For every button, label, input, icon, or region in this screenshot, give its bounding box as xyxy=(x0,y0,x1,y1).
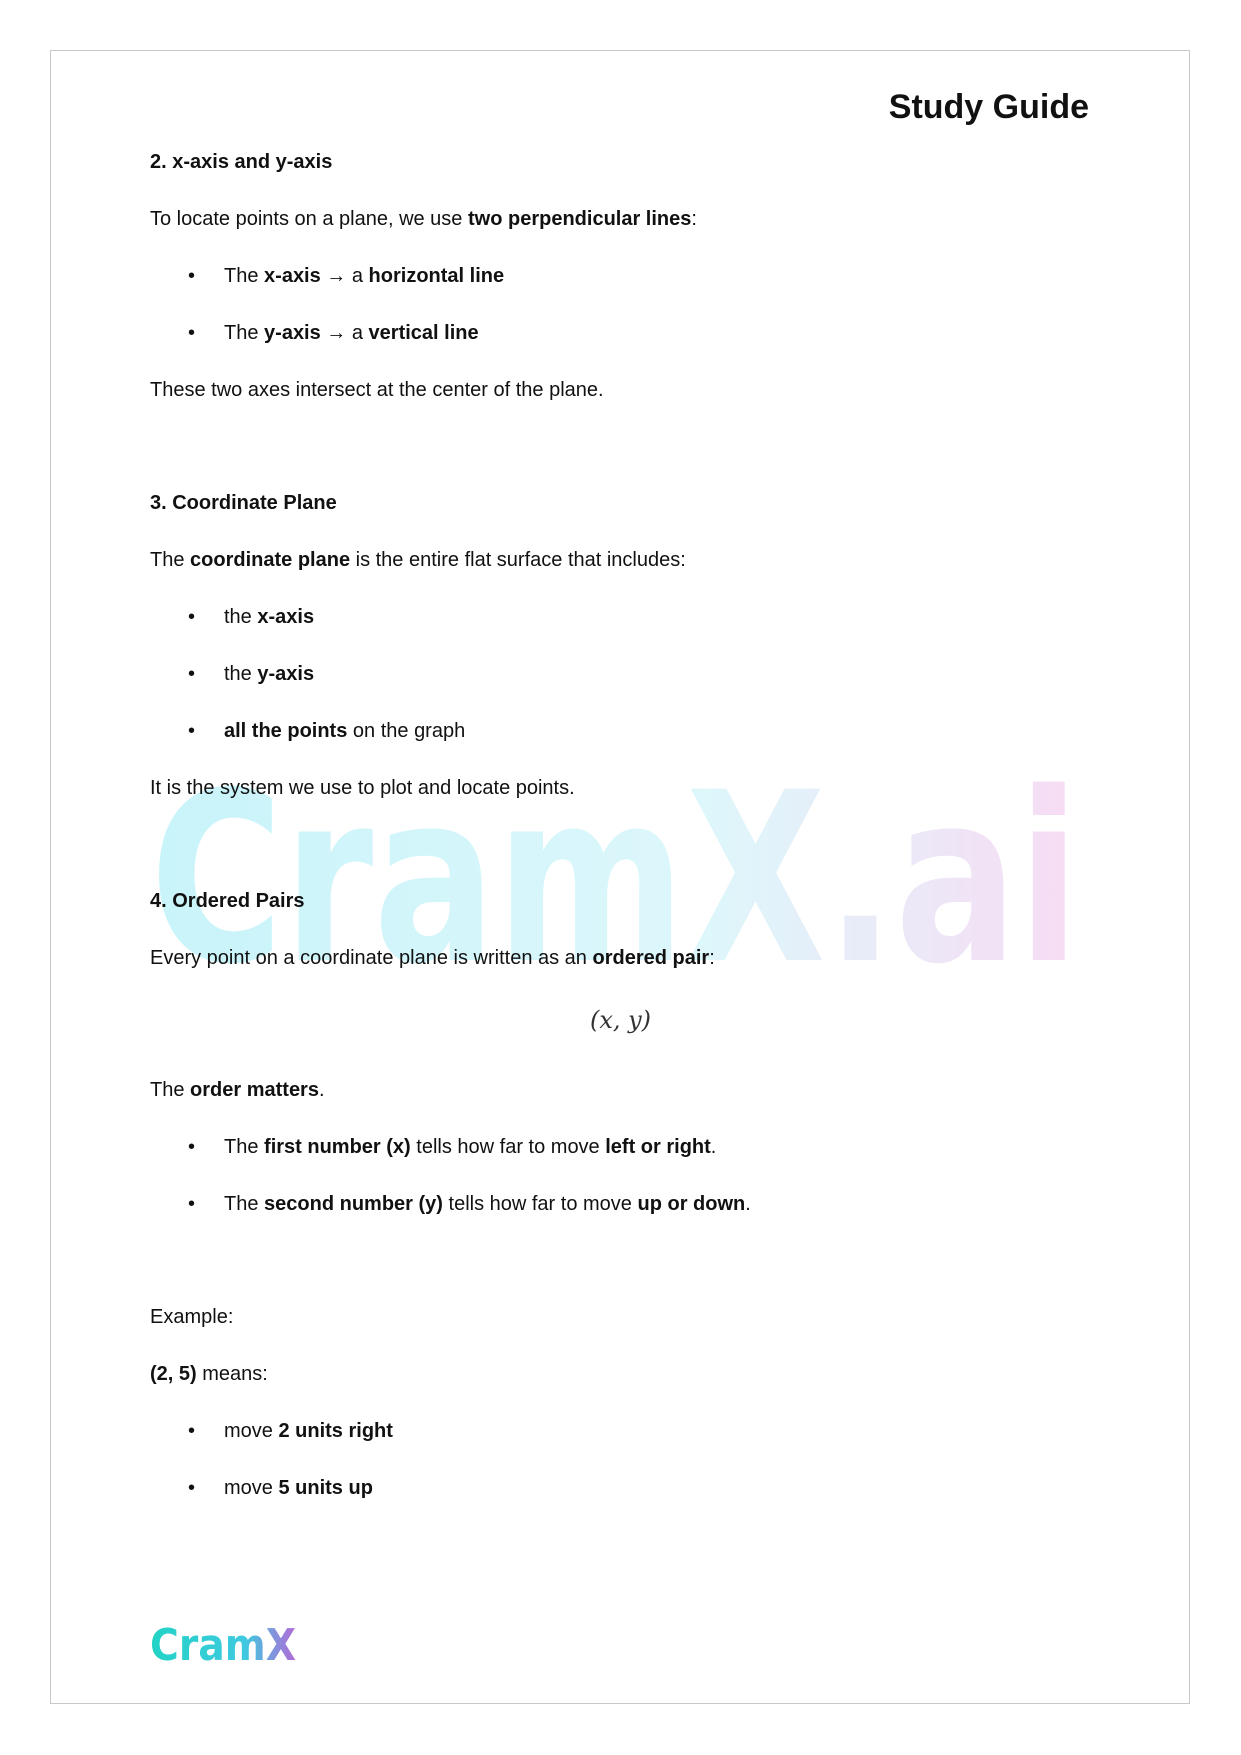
page-border xyxy=(50,50,1190,1704)
bullet-glyph: • xyxy=(188,1477,196,1499)
plane-outro: It is the system we use to plot and locate points. xyxy=(150,777,575,799)
plane-intro: The coordinate plane is the entire flat surface that includes: xyxy=(150,549,686,571)
svg-text:CramX: CramX xyxy=(150,1620,297,1668)
page-title: Study Guide xyxy=(888,88,1089,126)
list-item: The x-axis → a horizontal line xyxy=(224,265,505,287)
example-pair: (2, 5) means: xyxy=(150,1363,268,1385)
section-heading-plane: 3. Coordinate Plane xyxy=(150,492,337,514)
list-item: The first number (x) tells how far to move left or right. xyxy=(224,1136,717,1158)
bullet-glyph: • xyxy=(188,606,196,628)
bullet-glyph: • xyxy=(188,720,196,742)
pairs-intro: Every point on a coordinate plane is written as an ordered pair: xyxy=(150,947,715,969)
list-item: the y-axis xyxy=(224,663,315,685)
example-label: Example: xyxy=(150,1306,234,1328)
section-heading-axes: 2. x-axis and y-axis xyxy=(150,151,333,173)
bullet-glyph: • xyxy=(188,322,196,344)
bullet-glyph: • xyxy=(188,1136,196,1158)
bullet-glyph: • xyxy=(188,1420,196,1442)
list-item: The y-axis → a vertical line xyxy=(224,322,479,344)
list-item: move 2 units right xyxy=(224,1420,393,1442)
bullet-glyph: • xyxy=(188,1193,196,1215)
axes-intro: To locate points on a plane, we use two perpendicular lines: xyxy=(150,208,697,230)
bullet-glyph: • xyxy=(188,663,196,685)
cramx-logo xyxy=(150,1620,300,1668)
svg-text:CramX.ai: CramX.ai xyxy=(150,760,1080,990)
list-item: The second number (y) tells how far to move up or down. xyxy=(224,1193,751,1215)
ordered-pair-formula: (x, y) xyxy=(589,1006,652,1034)
bullet-glyph: • xyxy=(188,265,196,287)
order-matters: The order matters. xyxy=(150,1079,325,1101)
section-heading-pairs: 4. Ordered Pairs xyxy=(150,890,305,912)
axes-outro: These two axes intersect at the center of the plane. xyxy=(150,379,604,401)
list-item: move 5 units up xyxy=(224,1477,373,1499)
list-item: all the points on the graph xyxy=(224,720,466,742)
list-item: the x-axis xyxy=(224,606,315,628)
